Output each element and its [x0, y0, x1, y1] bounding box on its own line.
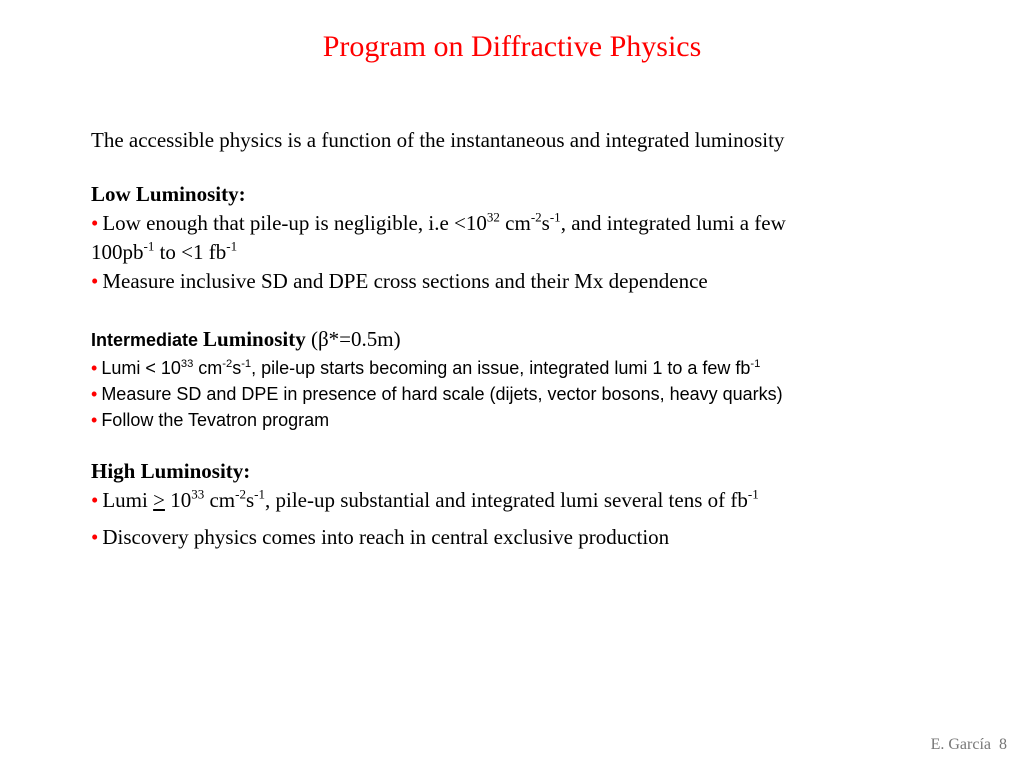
- high-bullet-1: • Lumi > $10^{33}$ $cm^{-2}s^{-1}$, pile-up substantial and integrated lumi several tens of $fb^{-1}$: [91, 486, 759, 512]
- intermediate-bullet-2: • Measure SD and DPE in presence of hard scale (dijets, vector bosons, heavy quarks): [91, 384, 783, 404]
- footer-author: E. García: [930, 736, 991, 753]
- intermediate-bullet-1: • Lumi < $10^{33}$ $cm^{-2}s^{-1}$, pile-up starts becoming an issue, integrated lumi 1 to a few $fb^{-1}$: [91, 357, 761, 378]
- intermediate-bullet-3: • Follow the Tevatron program: [91, 410, 330, 430]
- low-luminosity-heading: Low Luminosity:: [91, 182, 246, 206]
- bullet-icon: •: [91, 358, 98, 378]
- slide-body: [91, 126, 991, 552]
- bullet-icon: •: [91, 384, 98, 404]
- low-bullet-1: • Low enough that pile-up is negligible, $i.e <10^{32}$ $cm^{-2}s^{-1}$, and integrated lumi a few: [91, 209, 786, 235]
- intro-text: The accessible physics is a function of the instantaneous and integrated luminosity: [91, 128, 785, 152]
- low-bullet-2: • Measure inclusive SD and DPE cross sections and their Mx dependence: [91, 269, 708, 293]
- slide-footer: [931, 736, 1007, 754]
- high-luminosity-heading: High Luminosity:: [91, 459, 251, 483]
- high-bullet-2: • Discovery physics comes into reach in central exclusive production: [91, 525, 670, 549]
- low-bullet-1-continued: $100pb^{-1}$ to <1 $fb^{-1}$: [91, 238, 238, 264]
- bullet-icon: •: [91, 488, 99, 512]
- bullet-icon: •: [91, 410, 98, 430]
- slide-title: Program on Diffractive Physics: [322, 30, 702, 63]
- bullet-icon: •: [91, 269, 99, 293]
- bullet-icon: •: [91, 525, 99, 549]
- page-number: 8: [999, 736, 1007, 753]
- intermediate-luminosity-heading: Intermediate Luminosity (β*=0.5m): [91, 327, 401, 351]
- bullet-icon: •: [91, 211, 99, 235]
